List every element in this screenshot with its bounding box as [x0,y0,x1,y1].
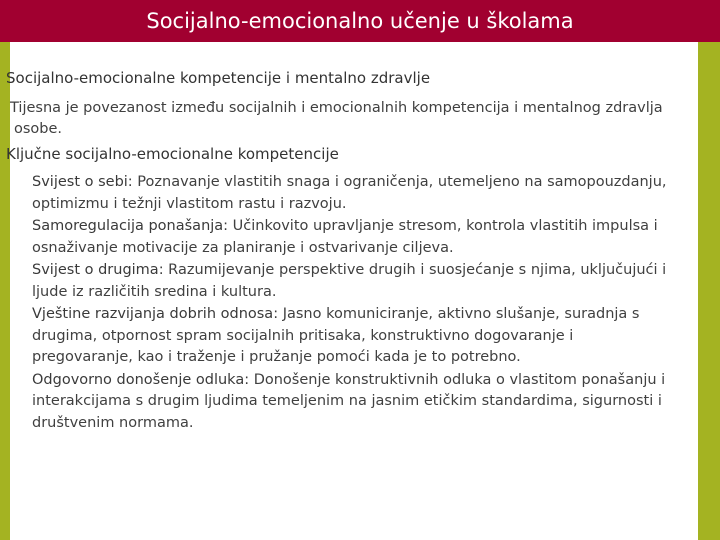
slide-content [6,42,698,540]
list-item-self-regulation [32,216,672,259]
competency-description: Razumijevanje perspektive drugih i suosjećanje s njima, uključujući i ljude iz različitih sredina i kultura. [32,262,667,300]
section-heading-key-competencies: Ključne socijalno-emocionalne kompetencije [6,145,339,163]
competency-term: Odgovorno donošenje odluka: [32,371,250,388]
competency-term: Vještine razvijanja dobrih odnosa: [32,306,279,322]
competency-term: Svijest o drugima: [32,262,164,278]
list-item-social-awareness [32,260,672,303]
competency-description: Učinkovito upravljanje stresom, kontrola vlastitih impulsa i osnaživanje motivacije za planiranje i ostvarivanje ciljeva. [32,218,658,256]
list-item-relationship-skills [32,304,672,369]
section-heading-mental-health: Socijalno-emocionalne kompetencije i mentalno zdravlje [6,69,431,87]
competency-list [32,172,672,435]
list-item-self-awareness [32,172,672,215]
competency-term: Svijest o sebi: [32,174,133,190]
list-item-responsible-decisions [32,370,672,435]
section-paragraph: Tijesna je povezanost između socijalnih i emocionalnih kompetencija i mentalnog zdravlja osobe. [10,100,663,137]
competency-description: Donošenje konstruktivnih odluka o vlastitom ponašanju i interakcijama s drugim ljudima temeljenim na jasnim etičkim standardima, sigurnosti i društvenim normama. [32,371,666,431]
competency-term: Samoregulacija ponašanja: [32,218,229,234]
slide-title: Socijalno-emocionalno učenje u školama [0,0,720,42]
competency-description: Poznavanje vlastitih snaga i ograničenja, utemeljeno na samopouzdanju, optimizmu i težnji vlastitom rastu i razvoju. [32,174,667,212]
competency-description: Jasno komuniciranje, aktivno slušanje, suradnja s drugima, otpornost spram socijalnih pritisaka, konstruktivno dogovaranje i pregovaranje, kao i traženje i pružanje pomoći kada je to potrebno. [32,306,640,365]
